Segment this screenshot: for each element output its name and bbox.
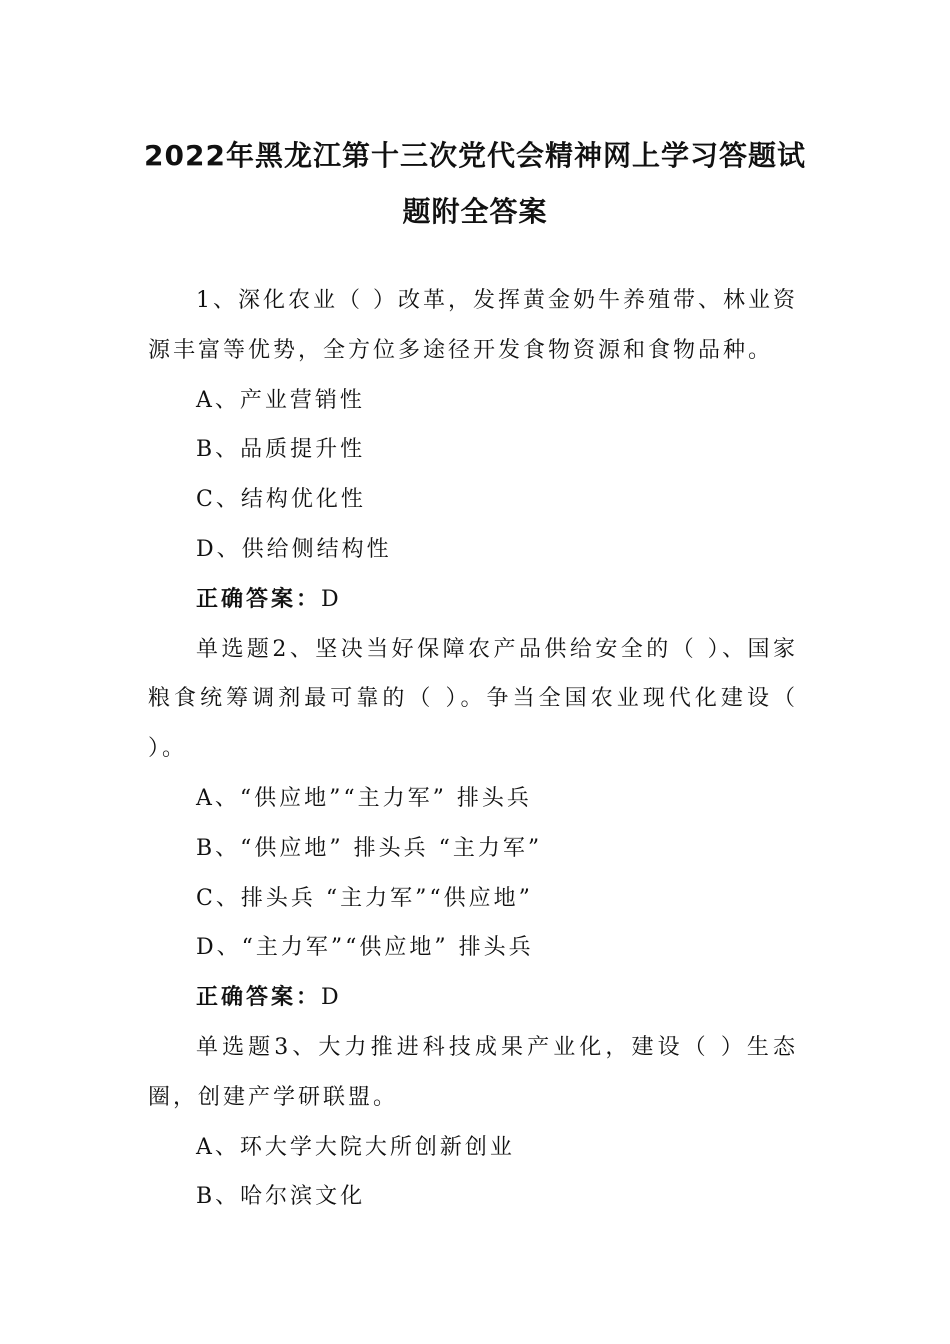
answer-value: D	[321, 985, 342, 1011]
title-line-1: 2022年黑龙江第十三次党代会精神网上学习答题试	[144, 139, 806, 172]
question-2-stem: 单选题2、坚决当好保障农产品供给安全的（ ）、国家粮食统筹调剂最可靠的（ ）。争当全国农业现代化建设（ ）。	[148, 636, 798, 762]
question-2-option-a: A、“供应地”“主力军” 排头兵	[196, 785, 532, 811]
question-3-stem: 单选题3、大力推进科技成果产业化，建设（ ）生态圈，创建产学研联盟。	[148, 1034, 798, 1110]
question-2-answer	[148, 973, 798, 1023]
question-2-option-c: C、排头兵 “主力军”“供应地”	[196, 885, 533, 911]
question-1-option-d: D、供给侧结构性	[196, 536, 392, 562]
question-1-stem: 1、深化农业（ ）改革，发挥黄金奶牛养殖带、林业资源丰富等优势，全方位多途径开发食物资源和食物品种。	[148, 288, 798, 363]
document-title	[120, 128, 830, 240]
question-1-option-b: B、品质提升性	[196, 437, 366, 463]
question-2-option-b: B、“供应地” 排头兵 “主力军”	[196, 835, 543, 861]
title-line-2: 题附全答案	[402, 195, 548, 228]
answer-label: 正确答案：	[196, 985, 322, 1011]
question-3-option-b: B、哈尔滨文化	[196, 1184, 366, 1210]
document-body	[148, 276, 798, 1222]
question-1-option-a: A、产业营销性	[196, 387, 365, 413]
question-3-option-a: A、环大学大院大所创新创业	[196, 1134, 515, 1160]
answer-value: D	[321, 586, 342, 612]
question-1-option-c: C、结构优化性	[196, 487, 366, 513]
question-1-answer	[148, 575, 798, 625]
question-2-option-d: D、“主力军”“供应地” 排头兵	[196, 935, 534, 961]
answer-label: 正确答案：	[196, 586, 322, 612]
